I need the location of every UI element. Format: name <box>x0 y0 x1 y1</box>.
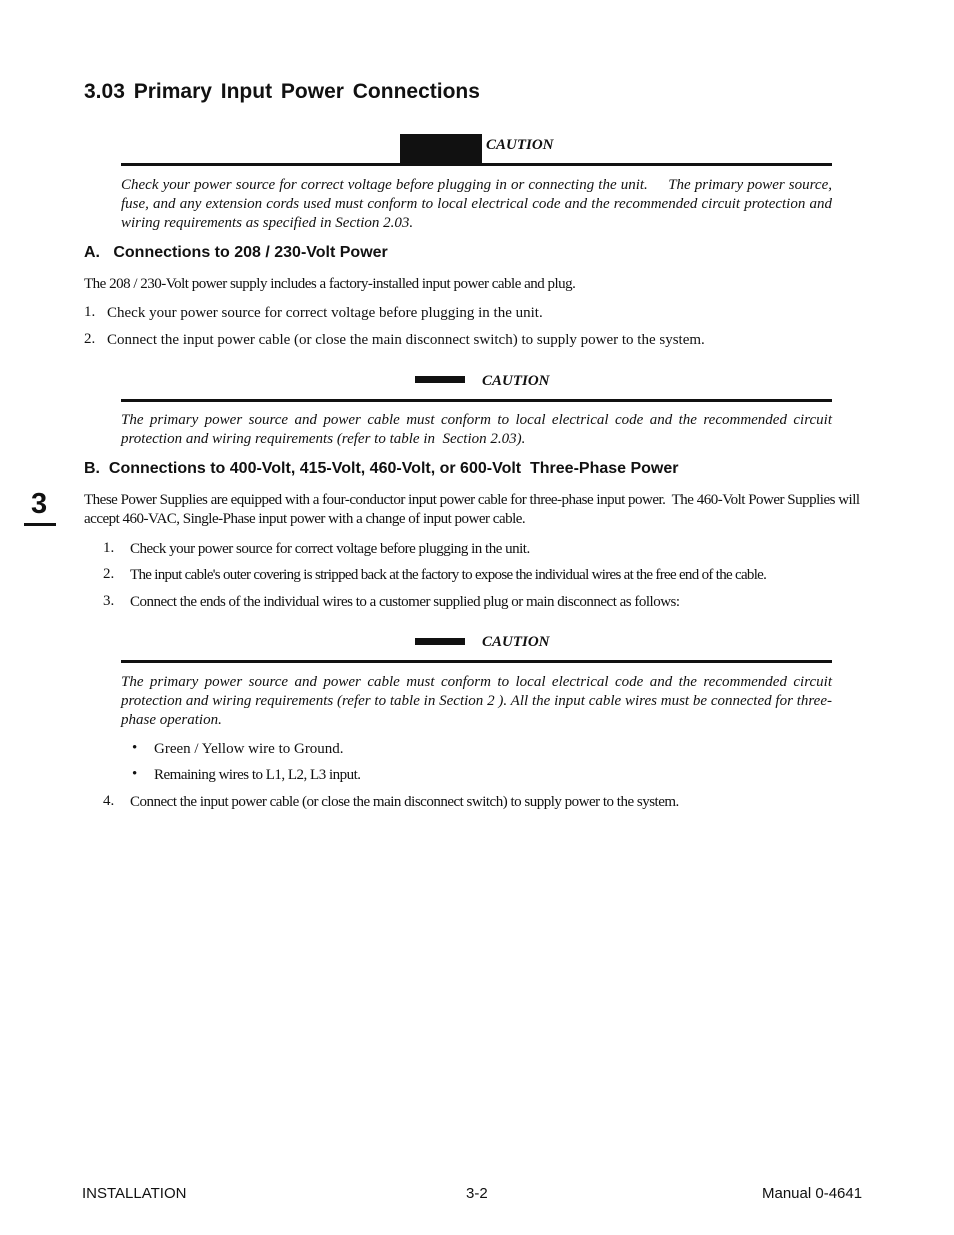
subsection-title-b: B. Connections to 400-Volt, 415-Volt, 460-Volt, or 600-Volt Three-Phase Power <box>84 460 679 477</box>
step-text: Check your power source for correct voltage before plugging in the unit. <box>130 541 530 557</box>
step-number: 1. <box>103 540 115 556</box>
bullet-mark: • <box>132 766 138 782</box>
caution-text: The primary power source and power cable must conform to local electrical code and the recommended circuit protection and wiring requirements (refer to table in Section 2.03). <box>121 412 832 447</box>
step-text: Connect the ends of the individual wires to a customer supplied plug or main disconnect as follows: <box>130 594 680 610</box>
caution-text: Check your power source for correct voltage before plugging in or connecting the unit. The primary power source, fuse, and any extension cords used must conform to local electrical code and the recommended circuit protection and wiring requirements as specified in Section 2.03. <box>121 177 832 231</box>
caution-label: CAUTION <box>482 373 550 389</box>
footer-page-number: 3-2 <box>466 1185 488 1202</box>
bullet-text: Green / Yellow wire to Ground. <box>154 741 344 757</box>
paragraph: These Power Supplies are equipped with a four-conductor input power cable for three-phase input power. The 460-Volt Power Supplies will accept 460-VAC, Single-Phase input power with a change of input power cable. <box>84 492 860 527</box>
bullet-text: Remaining wires to L1, L2, L3 input. <box>154 767 361 783</box>
paragraph: The 208 / 230-Volt power supply includes a factory-installed input power cable and plug. <box>84 276 576 292</box>
step-text: The input cable's outer covering is stripped back at the factory to expose the individual wires at the free end of the cable. <box>130 567 767 583</box>
caution-rule <box>121 163 832 166</box>
chapter-rule <box>24 523 56 526</box>
caution-rule <box>121 399 832 402</box>
caution-symbol-bar <box>415 638 465 645</box>
step-number: 2. <box>84 331 96 347</box>
step-text: Check your power source for correct voltage before plugging in the unit. <box>107 305 543 321</box>
caution-label: CAUTION <box>482 634 550 650</box>
step-number: 3. <box>103 593 115 609</box>
step-number: 1. <box>84 304 96 320</box>
caution-symbol-bar <box>415 376 465 383</box>
step-text: Connect the input power cable (or close the main disconnect switch) to supply power to the system. <box>107 332 705 348</box>
subsection-title-a: A. Connections to 208 / 230-Volt Power <box>84 244 388 261</box>
footer-manual-number: Manual 0-4641 <box>762 1185 863 1202</box>
caution-symbol-block <box>400 134 482 164</box>
section-title: 3.03 Primary Input Power Connections <box>84 80 480 103</box>
caution-label: CAUTION <box>486 137 554 153</box>
caution-rule <box>121 660 832 663</box>
footer-section: INSTALLATION <box>82 1185 187 1202</box>
step-text: Connect the input power cable (or close the main disconnect switch) to supply power to the system. <box>130 794 679 810</box>
step-number: 4. <box>103 793 115 809</box>
step-number: 2. <box>103 566 115 582</box>
bullet-mark: • <box>132 740 138 756</box>
chapter-number: 3 <box>31 488 48 520</box>
caution-text: The primary power source and power cable must conform to local electrical code and the recommended circuit protection and wiring requirements (refer to table in Section 2 ). All the input cable wires must be connected for three-phase operation. <box>121 674 832 728</box>
